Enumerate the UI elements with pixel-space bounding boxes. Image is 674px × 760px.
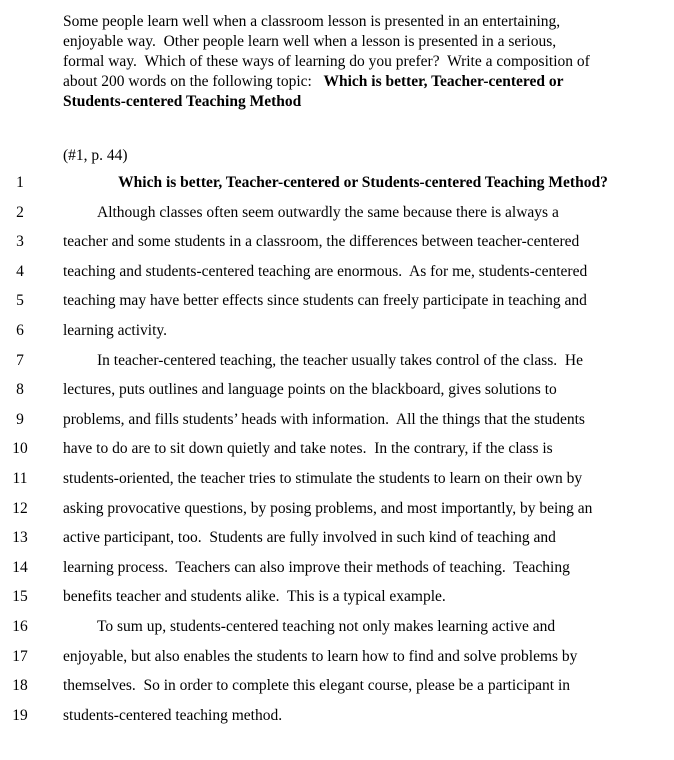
line-number: 4 <box>16 262 24 280</box>
essay-line <box>0 553 674 583</box>
prompt-topic-bold-text: Students-centered Teaching Method <box>63 93 302 110</box>
line-number: 8 <box>16 381 24 399</box>
line-number: 7 <box>16 351 24 369</box>
essay-line <box>0 642 674 672</box>
line-number: 12 <box>12 499 28 517</box>
essay-line-text: teaching and students-centered teaching are enormous. As for me, students-centered <box>63 262 588 280</box>
essay-line-text: lectures, puts outlines and language points on the blackboard, gives solutions to <box>63 381 557 399</box>
prompt-paragraph <box>63 12 663 112</box>
essay-line <box>0 316 674 346</box>
essay-line <box>0 346 674 376</box>
essay-line-text: teacher and some students in a classroom, the differences between teacher-centered <box>63 233 580 251</box>
essay-line <box>0 464 674 494</box>
prompt-text: about 200 words on the following topic: <box>63 73 324 90</box>
line-number: 2 <box>16 203 24 221</box>
essay-line-text: students-centered teaching method. <box>63 706 283 724</box>
essay-line-text: students-oriented, the teacher tries to stimulate the students to learn on their own by <box>63 469 583 487</box>
essay-line-text: benefits teacher and students alike. This is a typical example. <box>63 588 446 606</box>
line-number: 6 <box>16 321 24 339</box>
prompt-line <box>63 32 663 52</box>
essay-line <box>0 612 674 642</box>
prompt-line <box>63 52 663 72</box>
essay-line <box>0 375 674 405</box>
essay-line <box>0 168 674 198</box>
essay-line <box>0 494 674 524</box>
line-number: 16 <box>12 617 28 635</box>
line-number: 15 <box>12 588 28 606</box>
essay-line <box>0 671 674 701</box>
line-number: 13 <box>12 529 28 547</box>
essay-line <box>0 582 674 612</box>
essay-line <box>0 257 674 287</box>
line-number: 14 <box>12 558 28 576</box>
essay-line <box>0 286 674 316</box>
essay-line-text: learning activity. <box>63 321 168 339</box>
essay-line <box>0 434 674 464</box>
essay-line <box>0 523 674 553</box>
essay-line-text: To sum up, students-centered teaching not only makes learning active and <box>97 617 556 635</box>
essay-line-text: themselves. So in order to complete this elegant course, please be a participant in <box>63 677 571 695</box>
essay-line <box>0 701 674 731</box>
line-number: 10 <box>12 440 28 458</box>
line-number: 11 <box>12 469 28 487</box>
essay-line <box>0 198 674 228</box>
prompt-text: Some people learn well when a classroom lesson is presented in an entertaining, <box>63 13 561 30</box>
essay-line-text: Although classes often seem outwardly the same because there is always a <box>97 203 559 221</box>
essay-line <box>0 227 674 257</box>
essay-line-text: problems, and fills students’ heads with information. All the things that the students <box>63 410 585 428</box>
source-reference: (#1, p. 44) <box>63 147 128 164</box>
essay-title-text: Which is better, Teacher-centered or Students-centered Teaching Method? <box>118 174 608 191</box>
essay-line <box>0 405 674 435</box>
line-number: 18 <box>12 677 28 695</box>
essay-line-text: asking provocative questions, by posing problems, and most importantly, by being an <box>63 499 593 517</box>
essay-line-text: enjoyable, but also enables the students to learn how to find and solve problems by <box>63 647 578 665</box>
essay-body <box>0 168 674 730</box>
essay-line-text: active participant, too. Students are fully involved in such kind of teaching and <box>63 529 556 547</box>
prompt-topic-bold-text: Which is better, Teacher-centered or <box>323 73 564 90</box>
essay-line-text: have to do are to sit down quietly and take notes. In the contrary, if the class is <box>63 440 553 458</box>
line-number: 5 <box>16 292 24 310</box>
essay-line-text: learning process. Teachers can also improve their methods of teaching. Teaching <box>63 558 570 576</box>
prompt-line <box>63 12 663 32</box>
essay-line-text: In teacher-centered teaching, the teacher usually takes control of the class. He <box>97 351 583 369</box>
prompt-text: enjoyable way. Other people learn well when a lesson is presented in a serious, <box>63 33 557 50</box>
essay-line-text: teaching may have better effects since students can freely participate in teaching and <box>63 292 587 310</box>
prompt-text: formal way. Which of these ways of learning do you prefer? Write a composition of <box>63 53 590 70</box>
line-number: 1 <box>16 174 24 191</box>
line-number: 3 <box>16 233 24 251</box>
prompt-line <box>63 72 663 92</box>
prompt-line <box>63 92 663 112</box>
line-number: 9 <box>16 410 24 428</box>
line-number: 17 <box>12 647 28 665</box>
line-number: 19 <box>12 706 28 724</box>
